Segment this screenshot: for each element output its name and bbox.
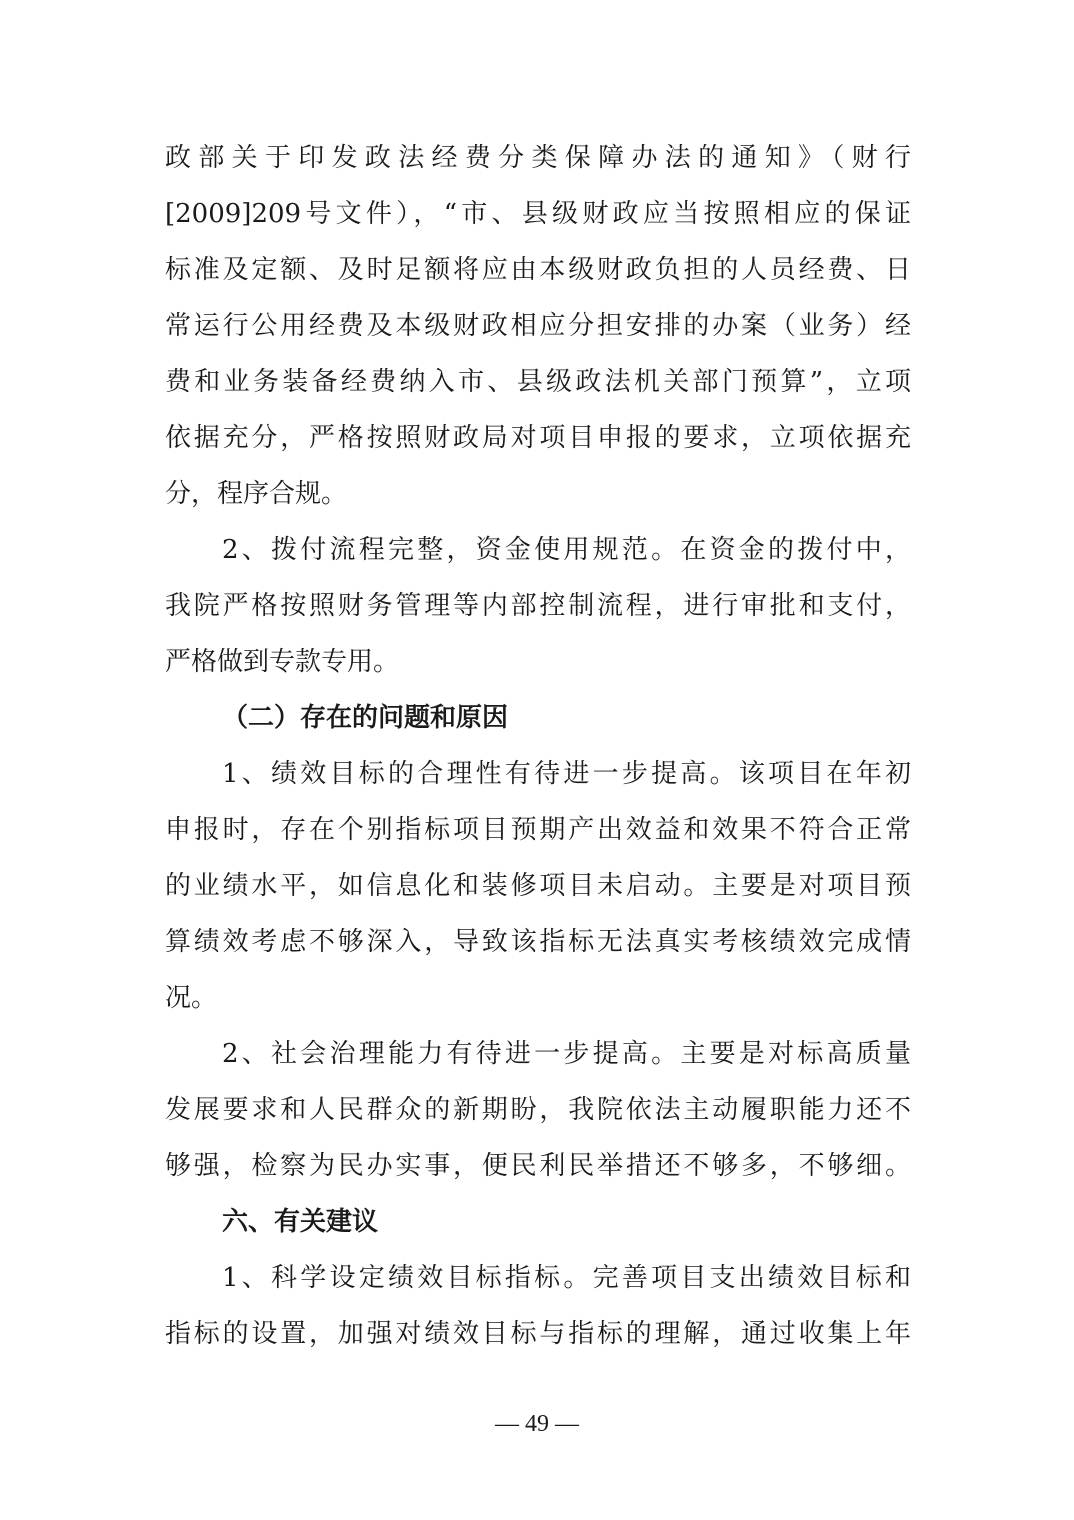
section-heading: （二）存在的问题和原因 [222, 703, 509, 733]
paragraph-start-line: 1、绩效目标的合理性有待进一步提高。该项目在年初 [222, 759, 911, 789]
paragraph-start-line: 2、拨付流程完整，资金使用规范。在资金的拨付中， [222, 535, 911, 565]
text-line: 政部关于印发政法经费分类保障办法的通知》（财行 [165, 143, 911, 173]
text-line: 分，程序合规。 [165, 479, 348, 509]
text-line: 况。 [165, 983, 218, 1013]
text-line: 算绩效考虑不够深入，导致该指标无法真实考核绩效完成情 [165, 927, 911, 957]
text-line: 指标的设置，加强对绩效目标与指标的理解，通过收集上年 [165, 1319, 911, 1349]
text-line: 依据充分，严格按照财政局对项目申报的要求，立项依据充 [165, 423, 911, 453]
text-line: 费和业务装备经费纳入市、县级政法机关部门预算”，立项 [165, 367, 911, 397]
text-line: 够强，检察为民办实事，便民利民举措还不够多，不够细。 [165, 1151, 911, 1181]
text-line: 常运行公用经费及本级财政相应分担安排的办案（业务）经 [165, 311, 911, 341]
paragraph-start-line: 2、社会治理能力有待进一步提高。主要是对标高质量 [222, 1039, 911, 1069]
text-line: 申报时，存在个别指标项目预期产出效益和效果不符合正常 [165, 815, 911, 845]
text-line: [2009]209号文件），“市、县级财政应当按照相应的保证 [165, 199, 911, 229]
text-line: 严格做到专款专用。 [165, 647, 400, 677]
text-line: 的业绩水平，如信息化和装修项目未启动。主要是对项目预 [165, 871, 911, 901]
section-heading: 六、有关建议 [222, 1207, 379, 1237]
text-line: 标准及定额、及时足额将应由本级财政负担的人员经费、日 [165, 255, 911, 285]
text-line: 发展要求和人民群众的新期盼，我院依法主动履职能力还不 [165, 1095, 911, 1125]
page-number: — 49 — [495, 1411, 579, 1437]
text-line: 我院严格按照财务管理等内部控制流程，进行审批和支付， [165, 591, 911, 621]
paragraph-start-line: 1、科学设定绩效目标指标。完善项目支出绩效目标和 [222, 1263, 911, 1293]
